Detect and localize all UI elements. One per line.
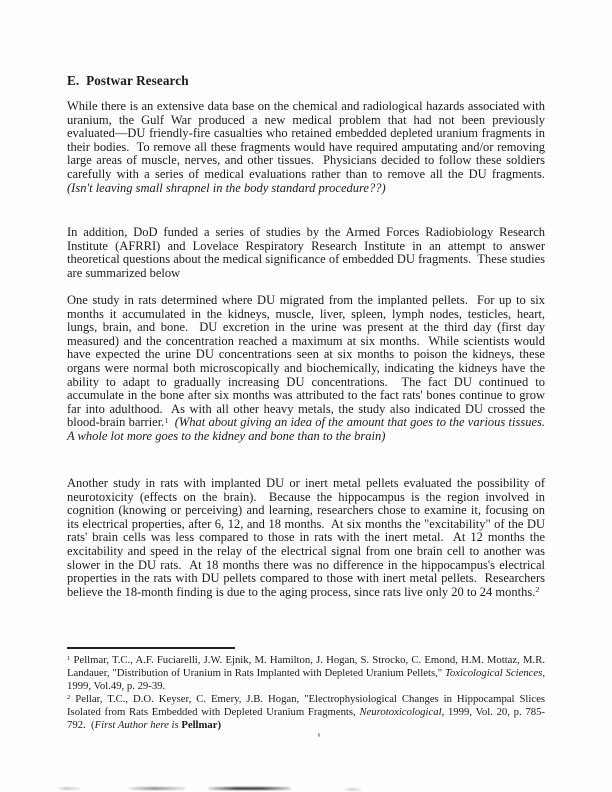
text-segment: First Author here is bbox=[94, 719, 182, 731]
footnote-1 bbox=[67, 654, 548, 693]
text-segment: While there is an extensive data base on the chemical and radiological hazards associated with uranium, the Gulf War produced a new medical problem that had not been previously evaluated—DU friendly-fire casualties who retained embedded depleted uranium fragments in their bodies. To remove all these fragments would have required amputating and/or removing large areas of muscle, nerves, and other tissues. Physicians decided to follow these soldiers carefully with a series of medical evaluations rather than to remove all the DU fragments. bbox=[67, 99, 552, 181]
text-segment: (What about giving an idea of the amount that goes to the various tissues. A whole lot more goes to the kidney and bone than to the brain) bbox=[67, 415, 552, 443]
footnote-marker: 2 bbox=[67, 694, 71, 702]
text-segment: Neurotoxicological bbox=[359, 706, 442, 718]
footnote-marker: 2 bbox=[535, 585, 540, 595]
paragraph-dod-studies bbox=[67, 225, 549, 280]
footnotes-section bbox=[67, 647, 548, 732]
paragraph-neurotoxicity-study bbox=[67, 476, 549, 599]
text-segment: , 1999, Vol.49, p. 29-39. bbox=[67, 667, 548, 692]
text-segment: In addition, DoD funded a series of studies by the Armed Forces Radiobiology Research Institute (AFRRI) and Lovelace Respiratory Research Institute in an attempt to answer theoretical questions about the medical significance of embedded DU fragments. These studies are summarized below bbox=[67, 225, 549, 280]
text-segment: (Isn't leaving small shrapnel in the body standard procedure??) bbox=[67, 180, 386, 195]
footnote-marker: 1 bbox=[67, 655, 71, 663]
text-segment: Toxicological Sciences bbox=[444, 667, 543, 679]
text-segment: Pellar, T.C., D.O. Keyser, C. Emery, J.B. Hogan, "Electrophysiological Changes in Hippocampal Slices Isolated from Rats Embedded with Depleted Uranium Fragments, bbox=[67, 693, 548, 718]
scan-smudge-artifact bbox=[128, 787, 186, 790]
text-segment: Pellmar) bbox=[181, 719, 222, 731]
scan-smudge-artifact bbox=[343, 788, 362, 791]
text-segment: One study in rats determined where DU migrated from the implanted pellets. For up to six months it accumulated in the kidneys, muscle, liver, spleen, lymph nodes, testicles, heart, lungs, brain, and bone. DU excretion in the urine was present at the third day (first day measured) and the concentration reached a maximum at six months. While scientists would have expected the urine DU concentrations seen at six months to poison the kidneys, these organs were normal both microscopically and biochemically, indicating the kidneys have the ability to adapt to gradually increasing DU concentrations. The fact DU continued to accumulate in the bone after six months was attributed to the fact rats' bones continue to grow far into adulthood. As with all other heavy metals, the study also indicated DU crossed the blood-brain barrier. bbox=[67, 293, 549, 430]
footnote-separator-rule bbox=[67, 647, 235, 649]
footnote-marker: 1 bbox=[164, 415, 169, 425]
paragraph-postwar-intro bbox=[67, 99, 552, 195]
scan-smudge-artifact bbox=[208, 787, 291, 790]
text-segment: Another study in rats with implanted DU or inert metal pellets evaluated the possibility of neurotoxicity (effects on the brain). Because the hippocampus is the region involved in cognition (knowing or perceiving) and learning, researchers chose to examine it, focusing on its electrical properties, after 6, 12, and 18 months. At six months the "excitability" of the DU rats' brain cells was less compared to those in rats with the inert metal. At 12 months the excitability and speed in the relay of the electrical signal from one brain cell to another was slower in the DU rats. At 18 months there was no difference in the hippocampus's electrical properties in the rats with DU pellets compared to those with inert metal pellets. Researchers believe the 18-month finding is due to the aging process, since rats live only 20 to 24 months. bbox=[67, 476, 549, 599]
text-segment: Pellmar, T.C., A.F. Fuciarelli, J.W. Ejnik, M. Hamilton, J. Hogan, S. Strocko, C. Emond, H.M. Mottaz, M.R. Landauer, "Distribution of Uranium in Rats Implanted with Depleted Uranium Pellets," bbox=[67, 654, 548, 679]
scan-speck-artifact bbox=[318, 733, 320, 737]
scan-smudge-artifact bbox=[57, 787, 80, 790]
footnote-2 bbox=[67, 693, 548, 732]
text-segment: , 1999, Vol. 20, p. 785-792. ( bbox=[67, 706, 545, 731]
paragraph-du-migration-study bbox=[67, 293, 552, 444]
section-heading: E. Postwar Research bbox=[67, 73, 189, 88]
